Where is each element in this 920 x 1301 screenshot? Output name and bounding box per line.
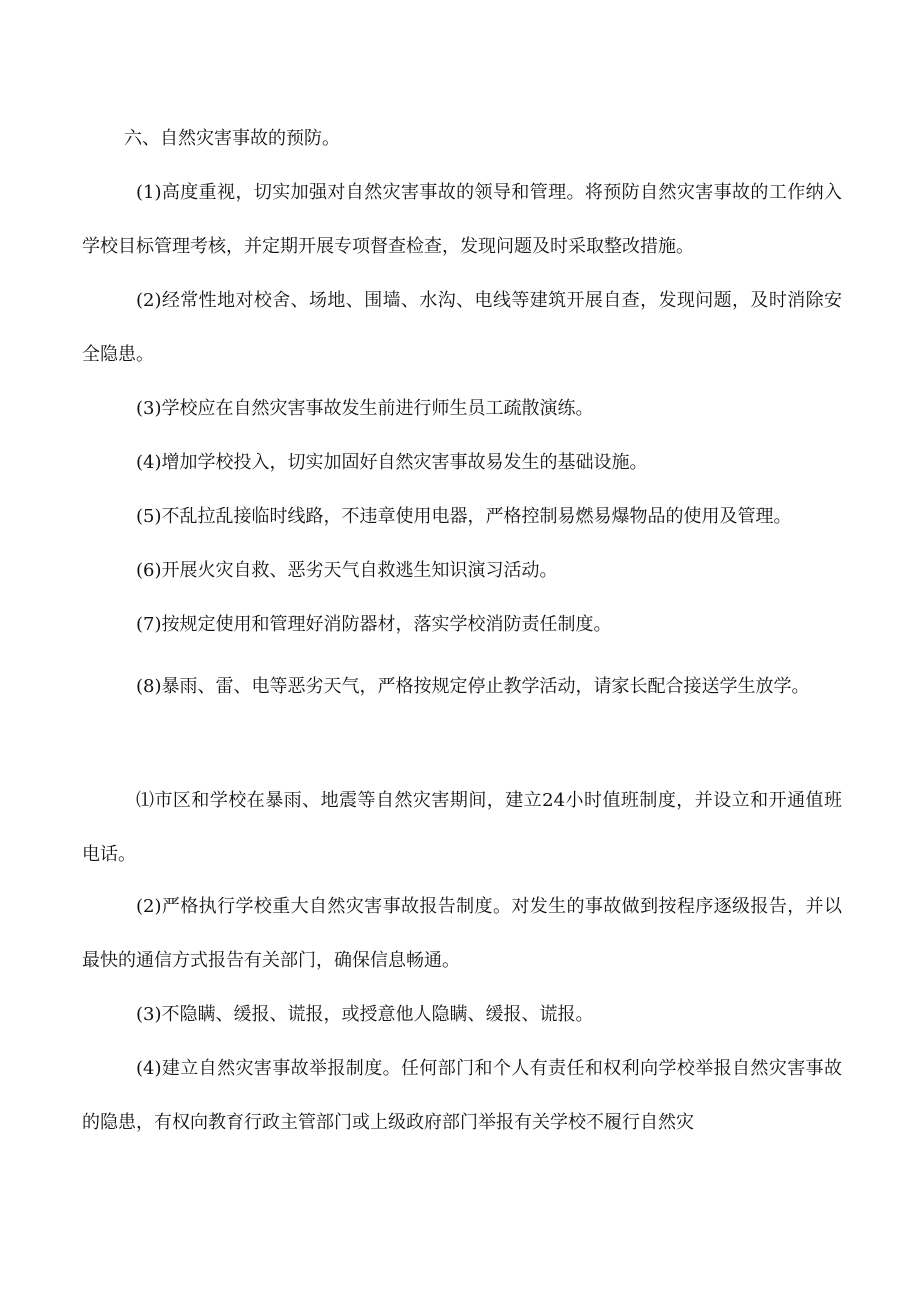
paragraph-3: (3)学校应在自然灾害事故发生前进行师生员工疏散演练。 — [136, 398, 594, 419]
paragraph-2: (2)经常性地对校舍、场地、围墙、水沟、电线等建筑开展自查，发现问题，及时消除安全隐患。 — [82, 290, 842, 365]
section-heading: 六、自然灾害事故的预防。 — [124, 128, 340, 149]
paragraph-4: (4)增加学校投入，切实加固好自然灾害事故易发生的基础设施。 — [136, 452, 648, 473]
paragraph-8: (8)暴雨、雷、电等恶劣天气，严格按规定停止教学活动，请家长配合接送学生放学。 — [136, 676, 810, 697]
paragraph-12: (4)建立自然灾害事故举报制度。任何部门和个人有责任和权利向学校举报自然灾害事故的隐患，有权向教育行政主管部门或上级政府部门举报有关学校不履行自然灾 — [82, 1058, 842, 1133]
paragraph-9: ⑴市区和学校在暴雨、地震等自然灾害期间，建立24小时值班制度，并设立和开通值班电话。 — [82, 790, 842, 865]
paragraph-7: (7)按规定使用和管理好消防器材，落实学校消防责任制度。 — [136, 614, 612, 635]
paragraph-11: (3)不隐瞒、缓报、谎报，或授意他人隐瞒、缓报、谎报。 — [136, 1004, 594, 1025]
paragraph-5: (5)不乱拉乱接临时线路，不违章使用电器，严格控制易燃易爆物品的使用及管理。 — [136, 506, 792, 527]
paragraph-10: (2)严格执行学校重大自然灾害事故报告制度。对发生的事故做到按程序逐级报告，并以最快的通信方式报告有关部门，确保信息畅通。 — [82, 896, 842, 971]
paragraph-1: (1)高度重视，切实加强对自然灾害事故的领导和管理。将预防自然灾害事故的工作纳入学校目标管理考核，并定期开展专项督查检查，发现问题及时采取整改措施。 — [82, 182, 842, 257]
paragraph-6: (6)开展火灾自救、恶劣天气自救逃生知识演习活动。 — [136, 560, 558, 581]
